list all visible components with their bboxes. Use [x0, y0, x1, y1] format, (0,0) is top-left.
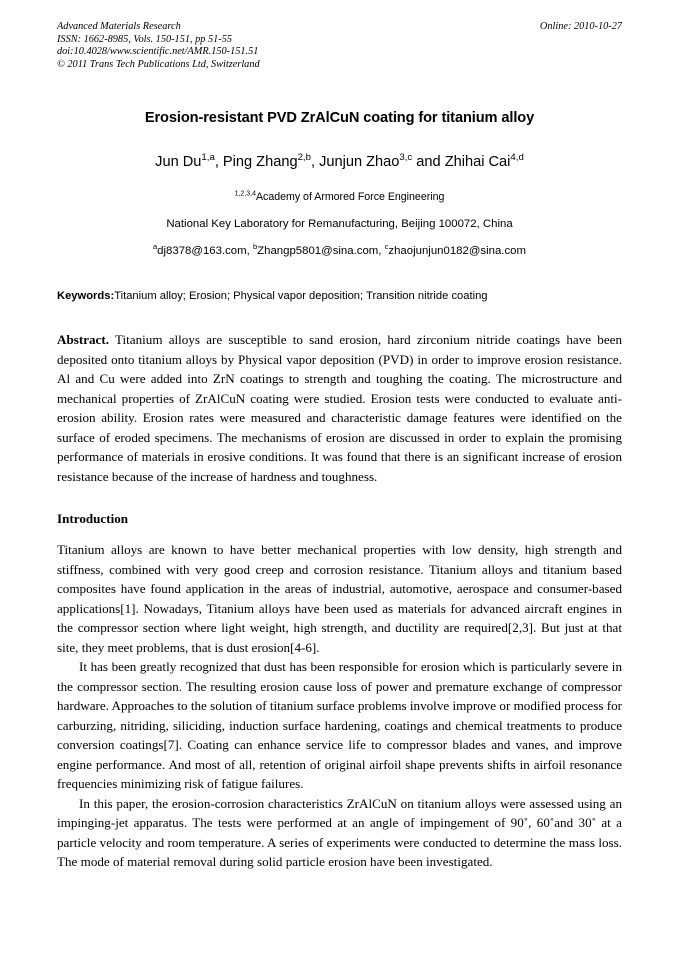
- journal-header: [57, 21, 622, 71]
- page-title: Erosion-resistant PVD ZrAlCuN coating for titanium alloy: [144, 110, 535, 127]
- introduction-heading: Introduction: [57, 511, 129, 527]
- introduction-paragraph-3: In this paper, the erosion-corrosion characteristics ZrAlCuN on titanium alloys were assessed using an impinging-jet apparatus. The tests were performed at an angle of impingement of 90˚, 60˚and 30˚ at a particle velocity and room temperature. A series of experiments were conducted to determine the mass loss. The mode of material removal during solid particle erosion have been investigated.: [57, 795, 622, 870]
- author-affiliation-marker: 1,a: [201, 152, 215, 164]
- page-content: [57, 0, 622, 872]
- affiliation-line-2: National Key Laboratory for Remanufacturing, Beijing 100072, China: [166, 218, 513, 231]
- email-marker: b: [252, 242, 258, 252]
- affiliation-text: Academy of Armored Force Engineering: [255, 191, 445, 204]
- author-list: Jun Du$^{1,a}$, Ping Zhang$^{2,b}$, Junjun Zhao$^{3,c}$ and Zhihai Cai$^{4,d}$: [155, 152, 524, 171]
- author-affiliation-marker: 3,c: [399, 152, 413, 164]
- journal-copyright-line: © 2011 Trans Tech Publications Ltd, Switzerland: [57, 58, 260, 70]
- author-affiliation-marker: 2,b: [297, 152, 311, 164]
- introduction-paragraph-1: Titanium alloys are known to have better mechanical properties with low density, high strength and stiffness, combined with very good creep and corrosion resistance. Titanium alloys and titanium based composites have found application in the areas of industrial, automotive, aerospace and consumer-based applications[1]. Nowadays, Titanium alloys have been used as materials for advanced aircraft engines in the compressor section where light weight, high strength, and ductility are required[2,3]. But just at that site, they meet problems, that is dust erosion[4-6].: [57, 542, 622, 655]
- abstract-text: Titanium alloys are susceptible to sand erosion, hard zirconium nitride coatings have been deposited onto titanium alloys by Physical vapor deposition (PVD) in order to improve erosion resistance. Al and Cu were added into ZrN coatings to strength and toughing the coating. The microstructure and mechanical properties of ZrAlCuN coating were studied. Erosion tests were conducted to evaluate anti-erosion ability. Erosion rates were measured and characteristic damage features were identified on the surface of eroded specimens. The mechanisms of erosion are discussed in order to explain the promising performance of materials in erosive conditions. It was found that there is an significant increase of erosion resistance because of the increase of hardness and toughness.: [57, 332, 622, 484]
- keywords-line: [57, 289, 622, 303]
- affiliation-line-1: [57, 191, 622, 204]
- journal-name: Advanced Materials Research: [57, 21, 181, 32]
- author-name: Jun Du: [155, 154, 202, 171]
- keywords-label: Keywords:: [57, 290, 115, 303]
- email-marker: c: [384, 242, 389, 252]
- author-affiliation-marker: 4,d: [510, 152, 524, 164]
- abstract-paragraph: [57, 330, 622, 486]
- online-publication-date: Online: 2010-10-27: [539, 21, 622, 32]
- author-name: Ping Zhang: [222, 154, 298, 171]
- affiliation-marker: 1,2,3,4: [234, 190, 256, 198]
- introduction-paragraph-2: It has been greatly recognized that dust has been responsible for erosion which is particularly severe in the compressor section. The resulting erosion cause loss of power and premature exchange of compressor hardware. Approaches to the solution of titanium surface problems involve improve or modified process for carburzing, nitriding, siliciding, induction surface hardening, coatings and chemical treatments to produce conversion coatings[7]. Coating can enhance service life to compressor blades and vanes, and improve engine performance. And most of all, retention of original airfoil shape prevents shifts in airfoil resonance frequencies minimizing risk of fatigue failures.: [57, 659, 622, 792]
- abstract-label: Abstract.: [57, 332, 109, 348]
- email-address[interactable]: Zhangp5801@sina.com: [257, 245, 379, 258]
- journal-issn-line: ISSN: 1662-8985, Vols. 150-151, pp 51-55: [57, 33, 233, 45]
- author-name: Zhihai Cai: [444, 154, 511, 171]
- author-emails: $^a$dj8378@163.com, $^b$Zhangp5801@sina.com, $^c$zhaojunjun0182@sina.com: [152, 242, 526, 258]
- email-address[interactable]: dj8378@163.com: [157, 245, 247, 258]
- email-address[interactable]: zhaojunjun0182@sina.com: [388, 245, 526, 258]
- journal-doi-line: doi:10.4028/www.scientific.net/AMR.150-151.51: [57, 46, 259, 58]
- email-marker: a: [152, 242, 158, 252]
- author-name: Junjun Zhao: [319, 154, 400, 171]
- keywords-text: Titanium alloy; Erosion; Physical vapor deposition; Transition nitride coating: [114, 290, 488, 303]
